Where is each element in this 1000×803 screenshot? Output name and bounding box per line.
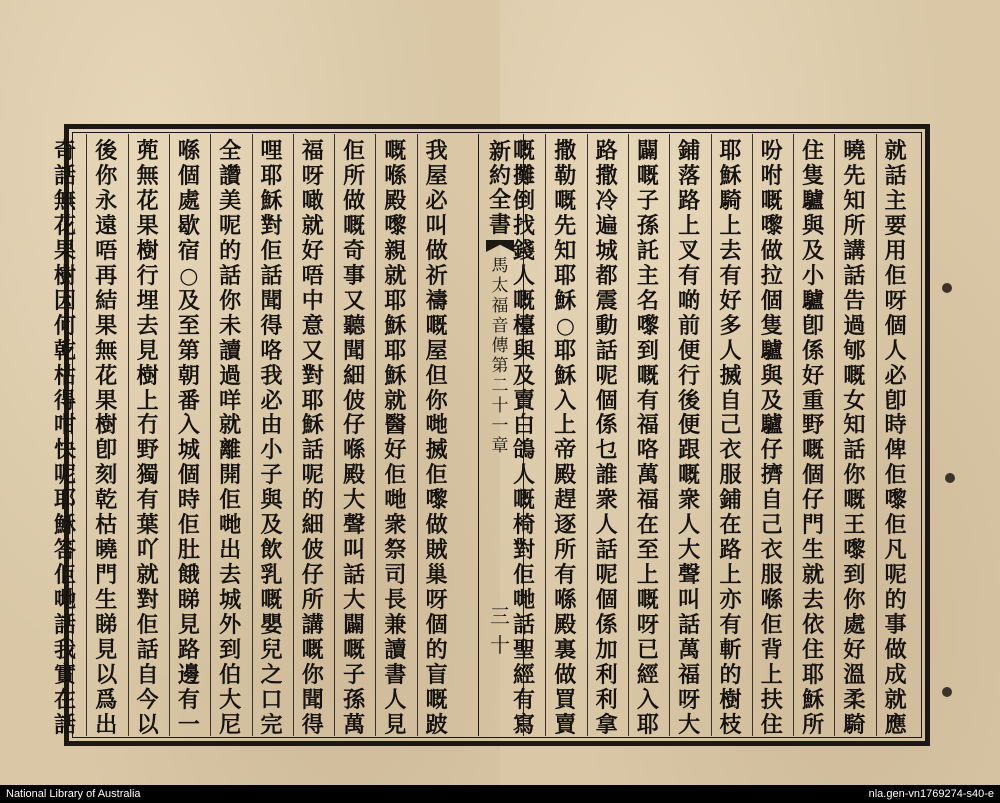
column-rule [293,134,294,736]
column-rule [669,134,670,736]
column-rule [587,134,588,736]
chapter-heading: 馬 太 福 音 傳 第 二 十 一 章 [491,256,509,457]
text-column: 嘅 喺 殿 嚟 親 就 耶 穌 耶 穌 就 醫 好 佢 哋 衆 祭 司 長 兼 讀 書 人 見 [384,138,407,738]
column-rule [545,134,546,736]
column-rule [252,134,253,736]
text-column: 耶 穌 騎 上 去 有 好 多 人 搣 自 己 衣 服 鋪 在 路 上 亦 有 斬 的 樹 枝 [719,138,742,738]
text-column: 蔸 無 花 果 樹 行 埋 去 見 樹 上 冇 野 獨 有 葉 吖 就 對 佢 話 自 今 以 [136,138,159,738]
folio-number: 三十 [490,604,510,657]
column-rule [334,134,335,736]
column-rule [210,134,211,736]
text-column: 我 屋 必 叫 做 祈 禱 嘅 屋 但 你 哋 搣 佢 嚟 做 賊 巢 呀 個 的 盲 嘅 跛 [425,138,448,738]
column-rule [793,134,794,736]
text-column: 住 隻 驢 與 及 小 驢 卽 係 好 重 野 嘅 個 仔 門 生 就 去 依 住 耶 穌 所 [802,138,825,738]
binding-hole [942,283,952,293]
column-rule [86,134,87,736]
text-column: 福 呀 噉 就 好 唔 中 意 又 對 耶 穌 話 呢 的 細 佊 仔 所 講 嘅 你 聞 得 [301,138,324,738]
binding-hole [945,473,955,483]
column-rule [375,134,376,736]
text-column: 嘅 攤 倒 找 錢 人 嘅 檯 與 及 賣 白 鴿 人 嘅 椅 對 佢 哋 話 聖 經 有 寫 [512,138,535,738]
text-column: 佢 所 做 嘅 奇 事 又 聽 聞 細 佊 仔 喺 殿 大 聲 叫 話 大 闢 嘅 子 孫 萬 [343,138,366,738]
column-rule [752,134,753,736]
text-column: 路 撒 冷 遍 城 都 震 動 話 呢 個 係 乜 誰 衆 人 話 呢 個 係 加 利 利 拿 [595,138,618,738]
text-column: 後 你 永 遠 唔 再 結 果 無 花 果 樹 卽 刻 乾 枯 曉 門 生 睇 見 以 爲 出 [95,138,118,738]
column-rule [628,134,629,736]
column-rule [128,134,129,736]
footer-left: National Library of Australia [6,788,141,800]
text-column: 吩 咐 嘅 嚟 做 拉 個 隻 驢 與 及 驢 仔 擠 自 己 衣 服 喺 佢 背 上 扶 住 [760,138,783,738]
center-title: 新 約 全 書 [488,139,511,238]
text-column: 奇 話 無 花 果 樹 因 何 乾 枯 得 咁 快 呢 耶 穌 答 佢 哋 話 我 實 在 話 [53,138,76,738]
column-rule [417,134,418,736]
text-column: 哩 耶 穌 對 佢 話 聞 得 咯 我 必 由 小 子 與 及 飲 乳 嘅 嬰 兒 之 口 完 [260,138,283,738]
column-rule [169,134,170,736]
binding-hole [942,687,952,697]
column-rule [711,134,712,736]
footer-bar [0,785,1000,803]
text-column: 就 話 主 要 用 佢 呀 個 人 必 卽 時 俾 佢 嚟 佢 凡 呢 的 事 做 成 就 應 [884,138,907,738]
text-column: 喺 個 處 歇 宿 ○ 及 至 第 朝 番 入 城 個 時 佢 肚 餓 睇 見 路 邊 有 一 [177,138,200,738]
text-column: 全 讚 美 呢 的 話 你 未 讀 過 咩 就 離 開 佢 哋 出 去 城 外 到 伯 大 尼 [219,138,242,738]
text-column: 曉 先 知 所 講 話 告 過 郇 嘅 女 知 話 你 嘅 王 嚟 到 你 處 好 溫 柔 騎 [843,138,866,738]
text-column: 鋪 落 路 上 叉 有 啲 前 便 行 後 便 跟 嘅 衆 人 大 聲 叫 話 萬 福 呀 大 [678,138,701,738]
footer-right: nla.gen-vn1769274-s40-e [868,788,994,800]
text-column: 撒 勒 嘅 先 知 耶 穌 ○ 耶 穌 入 上 帝 殿 趕 逐 所 有 喺 殿 裏 做 買 賣 [554,138,577,738]
column-rule [834,134,835,736]
text-column: 闢 嘅 子 孫 託 主 名 嚟 到 嘅 有 福 咯 萬 福 在 至 上 嘅 呀 已 經 入 耶 [636,138,659,738]
column-rule [876,134,877,736]
